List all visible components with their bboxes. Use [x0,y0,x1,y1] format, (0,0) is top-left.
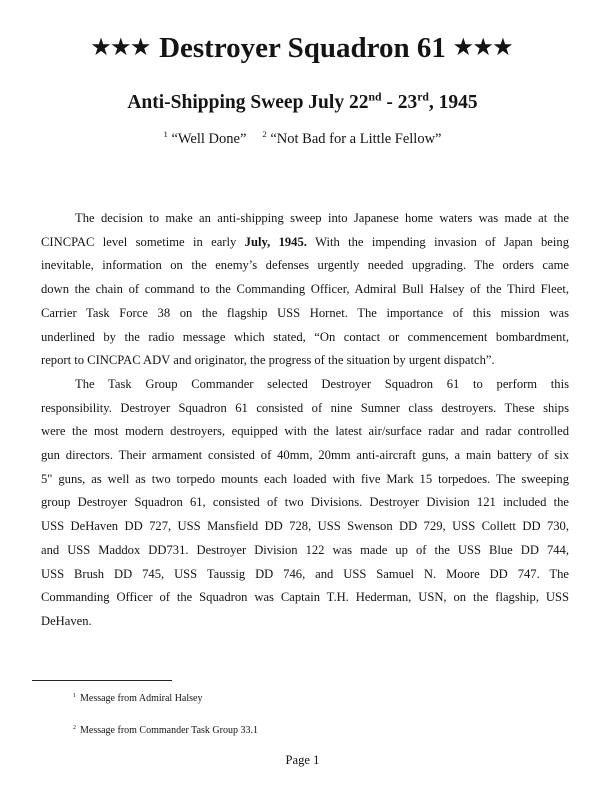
body-line: report to CINCPAC ADV and originator, the progress of the situation by urgent dispatch”. [41,353,495,368]
quote-line [0,130,605,148]
quote-2 [262,131,441,147]
footnote-1-number: 1 [73,692,76,699]
footnote-2 [73,724,258,737]
body-line: inevitable, information on the enemy’s defenses urgently needed upgrading. The orders came [41,258,569,273]
footnote-1-text: Message from Admiral Halsey [80,693,203,704]
bold-date: July, 1945. [244,234,307,249]
body-line: and USS Maddox DD731. Destroyer Division 122 was made up of the USS Blue DD 744, [41,542,569,557]
body-line: 5" guns, as well as two torpedo mounts each loaded with five Mark 15 torpedoes. The sweeping [41,471,569,486]
body-line: CINCPAC level sometime in early July, 1945. With the impending invasion of Japan being [41,234,569,249]
footnote-1 [73,692,202,705]
quote-2-text: “Not Bad for a Little Fellow” [270,131,442,147]
page-number: Page 1 [285,753,320,767]
body-line: were the most modern destroyers, equipped with the latest air/surface radar and radar controlled [41,424,569,439]
subtitle-prefix: Anti-Shipping Sweep July 22 [127,92,369,113]
quote-1 [164,131,247,147]
stars-right-icon: ★★★ [453,35,514,59]
body-line: The decision to make an anti-shipping sweep into Japanese home waters was made at the [75,211,569,225]
body-line: The Task Group Commander selected Destroyer Squadron 61 to perform this [75,376,569,391]
quote-1-text: “Well Done” [171,131,247,147]
stars-left-icon: ★★★ [91,35,152,59]
body-line: underlined by the radio message which stated, “On contact or commencement bombardment, [41,329,569,344]
page-title [0,30,605,65]
subtitle-middle: - 23 [381,92,418,113]
subtitle-superscript-2: rd [417,90,429,104]
body-line: responsibility. Destroyer Squadron 61 consisted of nine Sumner class destroyers. These ships [41,400,569,415]
quote-1-ref: 1 [163,129,168,140]
body-line: Carrier Task Force 38 on the flagship USS Hornet. The importance of this mission was [41,305,569,320]
subtitle-superscript-1: nd [368,90,382,104]
body-line: group Destroyer Squadron 61, consisted of two Divisions. Destroyer Division 121 included the [41,495,569,510]
body-line: DeHaven. [41,613,92,628]
subtitle-suffix: , 1945 [428,92,478,113]
title-text: Destroyer Squadron 61 [159,32,446,64]
footnote-2-number: 2 [73,724,76,731]
page-subtitle [0,91,605,115]
body-line: USS Brush DD 745, USS Taussig DD 746, and USS Samuel N. Moore DD 747. The [41,566,569,581]
body-text [41,207,569,634]
quote-2-ref: 2 [262,129,267,140]
body-line: gun directors. Their armament consisted of 40mm, 20mm anti-aircraft guns, a main battery of six [41,448,569,463]
body-line: USS DeHaven DD 727, USS Mansfield DD 728, USS Swenson DD 729, USS Collett DD 730, [41,519,569,534]
body-line: Commanding Officer of the Squadron was Captain T.H. Hederman, USN, on the flagship, USS [41,590,569,605]
footnote-divider [32,680,172,681]
body-line: down the chain of command to the Commanding Officer, Admiral Bull Halsey of the Third Fleet, [41,282,569,297]
footnote-2-text: Message from Commander Task Group 33.1 [80,725,258,736]
